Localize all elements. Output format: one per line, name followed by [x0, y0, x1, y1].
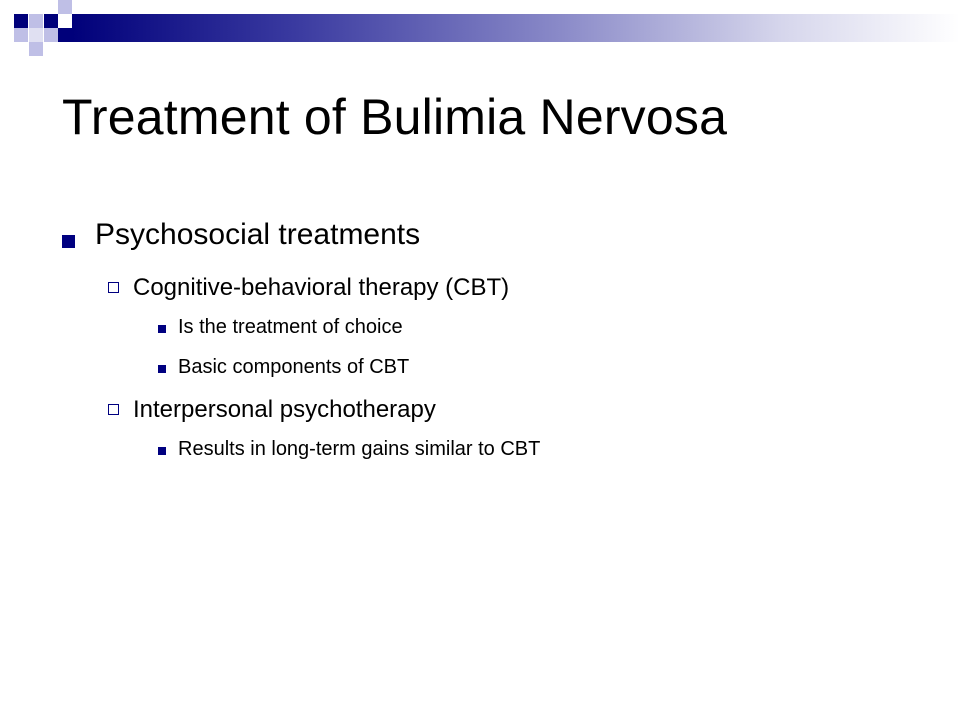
header-decoration-square [29, 42, 43, 56]
square-bullet-icon [158, 325, 166, 333]
header-decoration-square [29, 28, 43, 42]
header-decoration-square [58, 28, 72, 42]
square-bullet-icon [158, 365, 166, 373]
bullet-text: Is the treatment of choice [178, 316, 403, 338]
header-decoration-square [14, 14, 28, 28]
bullet-text: Cognitive-behavioral therapy (CBT) [133, 274, 510, 301]
hollow-square-bullet-icon [108, 404, 119, 415]
square-bullet-icon [62, 235, 75, 248]
bullet-text: Results in long-term gains similar to CBT [178, 438, 541, 460]
bullet-text: Interpersonal psychotherapy [133, 396, 436, 423]
bullet-text: Psychosocial treatments [95, 218, 421, 251]
square-bullet-icon [158, 447, 166, 455]
hollow-square-bullet-icon [108, 282, 119, 293]
header-decoration-square [29, 14, 43, 28]
bullet-text: Basic components of CBT [178, 356, 410, 378]
slide-title: Treatment of Bulimia Nervosa [62, 89, 728, 145]
header-gradient-bar [72, 14, 960, 42]
header-decoration-square [58, 0, 72, 14]
header-decoration-square [44, 28, 58, 42]
header-decoration-square [44, 14, 58, 28]
header-decoration-square [14, 28, 28, 42]
